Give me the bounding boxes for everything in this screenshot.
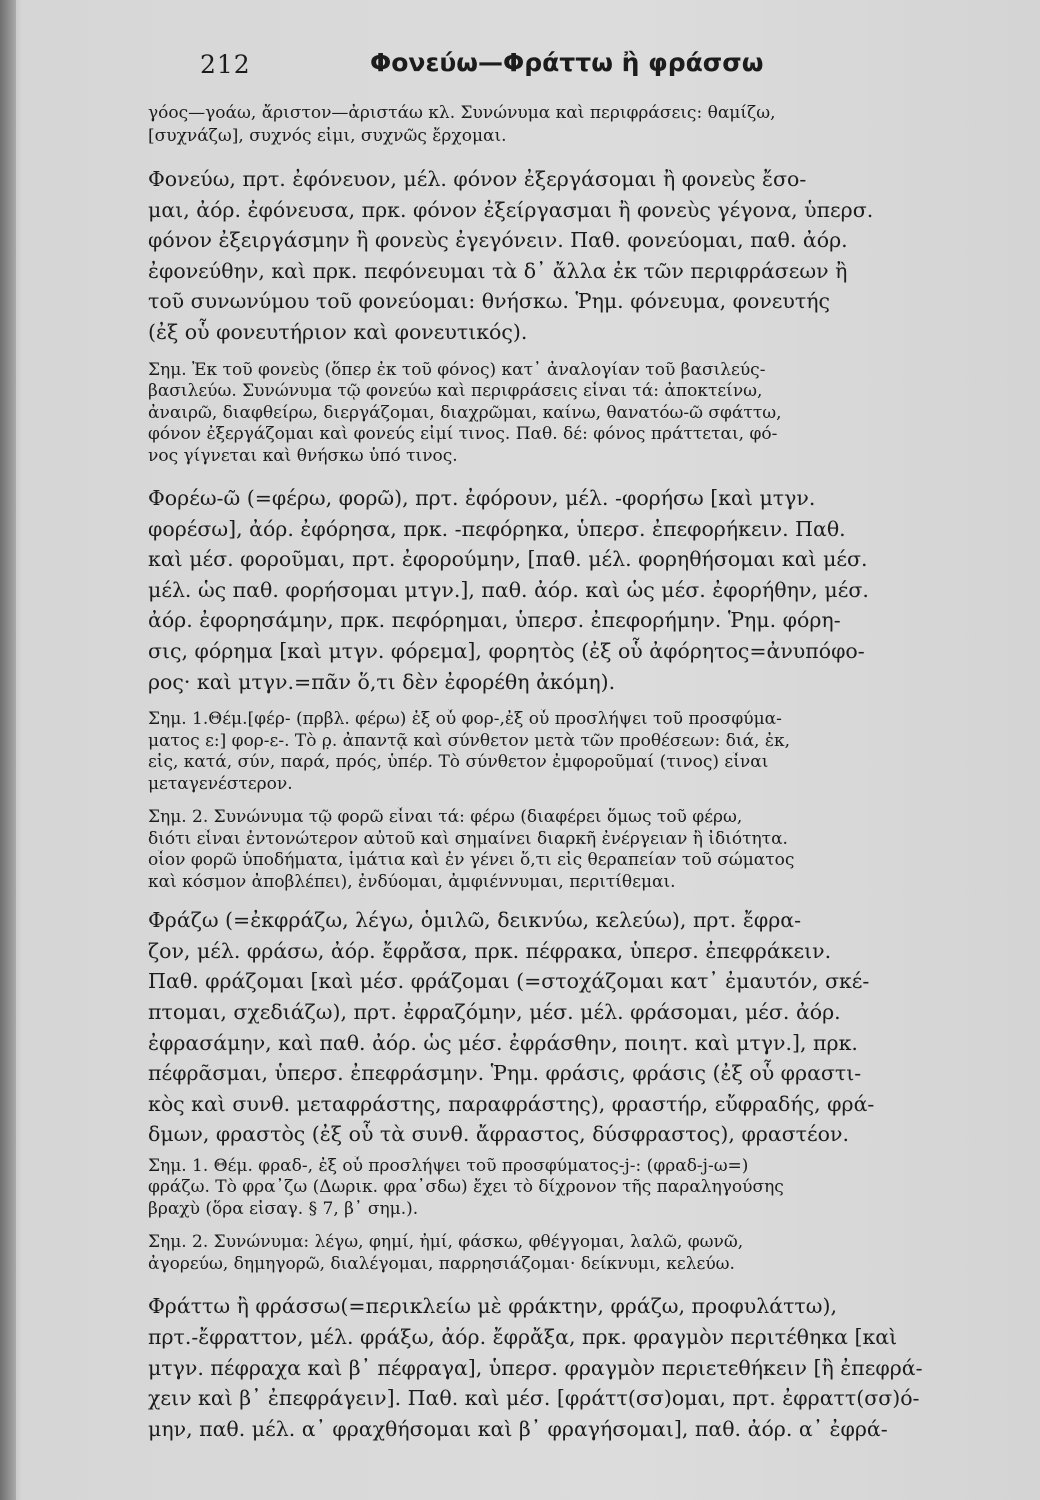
text-line: σις, φόρημα [καὶ μτγν. φόρεμα], φορητὸς (ἐξ οὗ ἀφόρητος=ἀνυπόφο- [148,639,865,664]
note-line: μεταγενέστερον. [148,773,293,794]
note-frazo-1 [148,1156,1040,1221]
text-line: ἀόρ. ἐφορησάμην, πρκ. πεφόρημαι, ὑπερσ. ἐπεφορήμην. Ῥημ. φόρη- [148,608,841,633]
note-frazo-2 [148,1232,1040,1275]
note-line: Σημ. 1. Θέμ. φραδ-, ἐξ οὗ προσλήψει τοῦ προσφύματος-j-: (φραδ-j-ω=) [148,1155,749,1176]
note-line: ἀγορεύω, δημηγορῶ, διαλέγομαι, παρρησιάζομαι· δείκνυμι, κελεύω. [148,1253,735,1274]
note-foneuo [148,360,1040,468]
page-body [148,102,1040,1444]
text-line: Φράττω ἢ φράσσω(=περικλείω μὲ φράκτην, φράζω, προφυλάττω), [148,1294,837,1319]
text-line: τοῦ συνωνύμου τοῦ φονεύομαι: θνήσκω. Ῥημ. φόνευμα, φονευτής [148,289,830,314]
note-line: ματος ε:] φορ-ε-. Τὸ ρ̣. ἀπαντᾷ καὶ σύνθετον μετὰ τῶν προθέσεων: διά, ἐκ, [148,730,790,751]
note-line: βραχὺ (ὅρα εἰσαγ. § 7, β᾽ σημ.). [148,1198,419,1219]
text-line: γόος—γοάω, ἄριστον—ἀριστάω κλ. Συνώνυμα καὶ περιφράσεις: θαμίζω, [148,103,776,123]
note-line: οἷον φορῶ ὑποδήματα, ἱμάτια καὶ ἐν γένει ὅ,τι εἰς θεραπείαν τοῦ σώματος [148,850,795,871]
note-line: Σημ. 1.Θέμ.[φέρ- (πρβλ. φέρω) ἐξ οὗ φορ-,ἐξ οὗ προσλήψει τοῦ προσφύμα- [148,709,782,730]
text-line: μέλ. ὡς παθ. φορήσομαι μτγν.], παθ. ἀόρ. καὶ ὡς μέσ. ἐφορήθην, μέσ. [148,577,869,602]
text-line: Φονεύω, πρτ. ἐφόνευον, μέλ. φόνον ἐξεργάσομαι ἢ φονεὺς ἔσο- [148,167,807,191]
text-line: Φορέω-ῶ (=φέρω, φορῶ), πρτ. ἐφόρουν, μέλ. -φορήσω [καὶ μτγν. [148,486,816,511]
note-foreo-1 [148,709,1040,795]
text-line: χειν καὶ β᾽ ἐπεφράγειν]. Παθ. καὶ μέσ. [φράττ(σσ)ομαι, πρτ. ἐφραττ(σσ)ό- [148,1386,920,1411]
entry-frazo [148,905,1040,1150]
text-line: μτγν. πέφραχα καὶ β᾽ πέφραγα], ὑπερσ. φραγμὸν περιετεθήκειν [ἢ ἐπεφρά- [148,1355,923,1380]
page-gutter-shadow [0,0,16,1500]
note-line: Σημ. 2. Συνώνυμα τῷ φορῶ εἶναι τά: φέρω (διαφέρει ὅμως τοῦ φέρω, [148,807,743,828]
note-line: ἀναιρῶ, διαφθείρω, διεργάζομαι, διαχρῶμαι, καίνω, θανατόω-ῶ σφάττω, [148,402,782,423]
text-line: [συχνάζω], συχνός εἰμι, συχνῶς ἔρχομαι. [148,126,507,146]
note-line: βασιλεύω. Συνώνυμα τῷ φονεύω καὶ περιφράσεις εἶναι τά: ἀποκτείνω, [148,381,763,402]
page-header [200,48,820,88]
text-line: Φράζω (=ἐκφράζω, λέγω, ὁμιλῶ, δεικνύω, κελεύω), πρτ. ἔφρα- [148,908,802,933]
note-line: Σημ. Ἐκ τοῦ φονεὺς (ὅπερ ἐκ τοῦ φόνος) κατ᾽ ἀναλογίαν τοῦ βασιλεύς- [148,359,766,380]
text-line: (ἐξ οὗ φονευτήριον καὶ φονευτικός). [148,319,528,344]
note-line: διότι εἶναι ἐντονώτερον αὐτοῦ καὶ σημαίνει διαρκῆ ἐνέργειαν ἢ ἰδιότητα. [148,828,788,849]
entry-continuation [148,102,1040,148]
text-line: καὶ μέσ. φοροῦμαι, πρτ. ἐφορούμην, [παθ. μέλ. φορηθήσομαι καὶ μέσ. [148,547,868,572]
text-line: δμων, φραστὸς (ἐξ οὗ τὰ συνθ. ἄφραστος, δύσφραστος), φραστέον. [148,1122,849,1147]
text-line: πρτ.-ἔφραττον, μέλ. φράξω, ἀόρ. ἔφρἄξα, πρκ. φραγμὸν περιτέθηκα [καὶ [148,1325,898,1350]
note-line: εἰς, κατά, σύν, παρά, πρός, ὑπέρ. Τὸ σύνθετον ἐμφοροῦμαί (τινος) εἶναι [148,752,769,773]
entry-fratto [148,1291,1040,1444]
note-foreo-2 [148,807,1040,893]
text-line: πτομαι, σχεδιάζω), πρτ. ἐφραζόμην, μέσ. μέλ. φράσομαι, μέσ. ἀόρ. [148,1000,841,1024]
note-line: φόνον ἐξεργάζομαι καὶ φονεύς εἰμί τινος. Παθ. δέ: φόνος πράττεται, φό- [148,424,778,445]
text-line: ἐφονεύθην, καὶ πρκ. πεφόνευμαι τὰ δ᾽ ἄλλα ἐκ τῶν περιφράσεων ἢ [148,258,848,283]
text-line: ζον, μέλ. φράσω, ἀόρ. ἔφρἄσα, πρκ. πέφρακα, ὑπερσ. ἐπεφράκειν. [148,938,832,963]
entry-foreo [148,483,1040,697]
text-line: μαι, ἀόρ. ἐφόνευσα, πρκ. φόνον ἐξείργασμαι ἢ φονεὺς γέγονα, ὑπερσ. [148,197,874,222]
text-line: κὸς καὶ συνθ. μεταφράστης, παραφράστης), φραστήρ, εὔφραδής, φρά- [148,1091,875,1116]
text-line: φορέσω], ἀόρ. ἐφόρησα, πρκ. -πεφόρηκα, ὑπερσ. ἐπεφορήκειν. Παθ. [148,516,846,541]
entry-foneuo [148,164,1040,348]
text-line: πέφρᾶσμαι, ὑπερσ. ἐπεφράσμην. Ῥημ. φράσις, φράσις (ἐξ οὗ φραστι- [148,1061,862,1086]
page-number: 212 [200,50,251,79]
text-line: μην, παθ. μέλ. α᾽ φραχθήσομαι καὶ β᾽ φραγήσομαι], παθ. ἀόρ. α᾽ ἐφρά- [148,1416,888,1441]
text-line: Παθ. φράζομαι [καὶ μέσ. φράζομαι (=στοχάζομαι κατ᾽ ἐμαυτόν, σκέ- [148,969,870,994]
note-line: νος γίγνεται καὶ θνήσκω ὑπό τινος. [148,445,458,466]
text-line: φόνον ἐξειργάσμην ἢ φονεὺς ἐγεγόνειν. Παθ. φονεύομαι, παθ. ἀόρ. [148,228,848,253]
text-line: ἐφρασάμην, καὶ παθ. ἀόρ. ὡς μέσ. ἐφράσθην, ποιητ. καὶ μτγν.], πρκ. [148,1030,858,1055]
note-line: καὶ κόσμον ἀποβλέπει), ἐνδύομαι, ἀμφιέννυμαι, περιτίθεμαι. [148,871,676,892]
text-line: ρος· καὶ μτγν.=πᾶν ὅ,τι δὲν ἐφορέθη ἀκόμη). [148,669,616,694]
note-line: φράζω. Τὸ φρα᾽ζω (Δωρικ. φρα᾽σδω) ἔχει τὸ δίχρονον τῆς παραληγούσης [148,1177,784,1198]
note-line: Σημ. 2. Συνώνυμα: λέγω, φημί, ἠμί, φάσκω, φθέγγομαι, λαλῶ, φωνῶ, [148,1232,744,1253]
running-head: Φονεύω—Φράττω ἢ φράσσω [370,48,764,77]
